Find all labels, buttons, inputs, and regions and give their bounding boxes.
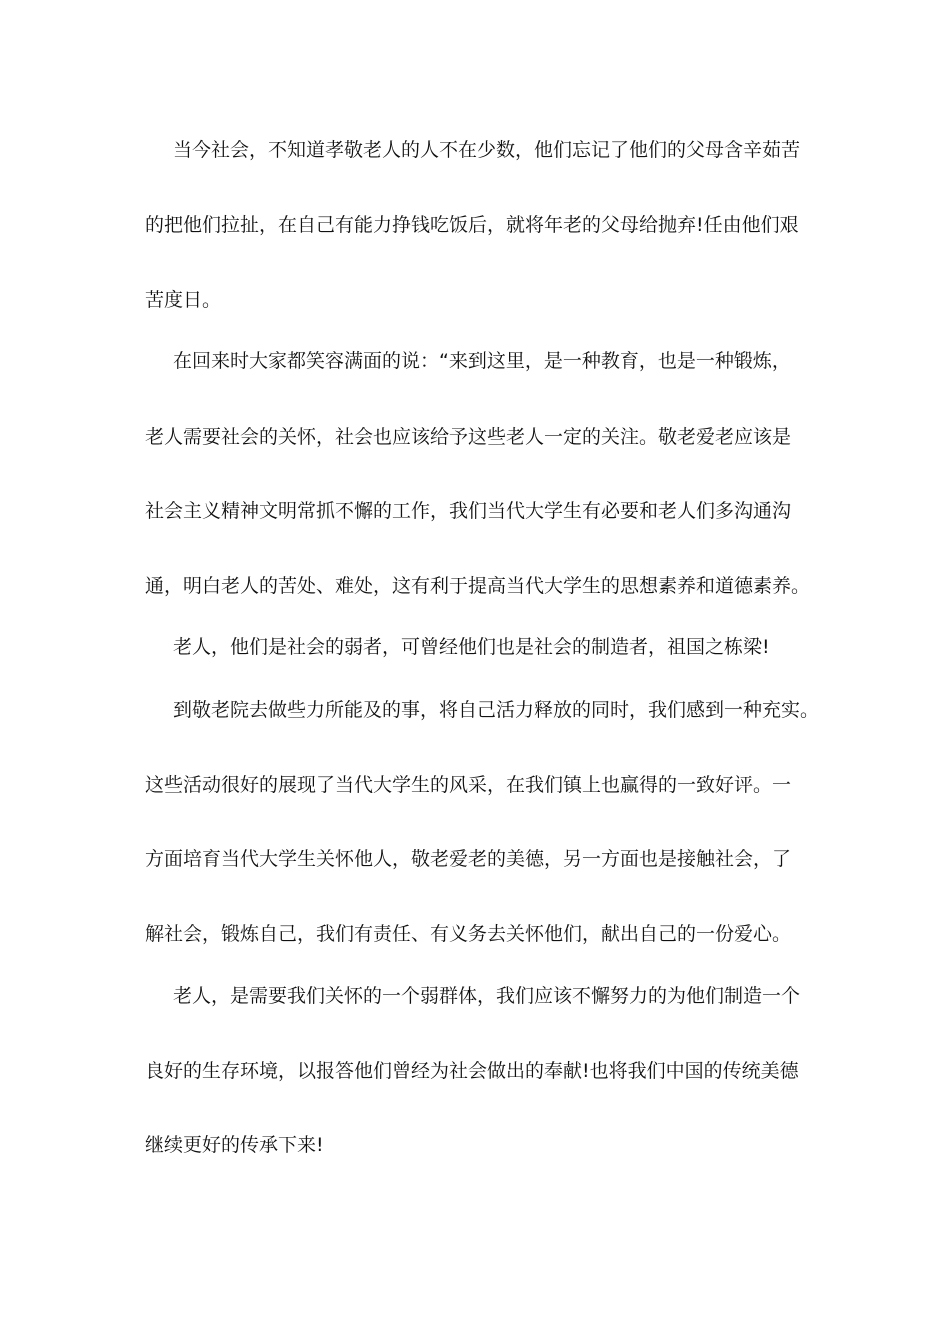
paragraph-1-line-3: 苦度日。 bbox=[145, 289, 222, 311]
paragraph-4-line-4: 解社会，锻炼自己，我们有责任、有义务去关怀他们，献出自己的一份爱心。 bbox=[145, 923, 792, 945]
paragraph-5-line-3: 继续更好的传承下来! bbox=[145, 1134, 324, 1156]
paragraph-4-line-2: 这些活动很好的展现了当代大学生的风采，在我们镇上也赢得的一致好评。一 bbox=[145, 774, 792, 796]
paragraph-4-line-3: 方面培育当代大学生关怀他人，敬老爱老的美德，另一方面也是接触社会，了 bbox=[145, 848, 792, 870]
paragraph-2-line-3: 社会主义精神文明常抓不懈的工作，我们当代大学生有必要和老人们多沟通沟 bbox=[145, 500, 792, 522]
paragraph-2-line-2: 老人需要社会的关怀，社会也应该给予这些老人一定的关注。敬老爱老应该是 bbox=[145, 426, 792, 448]
paragraph-2-line-1: 在回来时大家都笑容满面的说：“来到这里，是一种教育，也是一种锻炼， bbox=[173, 350, 791, 372]
paragraph-1-line-2: 的把他们拉扯，在自己有能力挣钱吃饭后，就将年老的父母给抛弃!任由他们艰 bbox=[145, 214, 799, 236]
paragraph-2-line-4: 通，明白老人的苦处、难处，这有利于提高当代大学生的思想素养和道德素养。 bbox=[145, 575, 811, 597]
paragraph-3-line-1: 老人，他们是社会的弱者，可曾经他们也是社会的制造者，祖国之栋梁! bbox=[173, 636, 770, 658]
paragraph-5-line-2: 良好的生存环境，以报答他们曾经为社会做出的奉献!也将我们中国的传统美德 bbox=[145, 1060, 799, 1082]
paragraph-4-line-1: 到敬老院去做些力所能及的事，将自己活力释放的同时，我们感到一种充实。 bbox=[173, 699, 820, 721]
paragraph-1-line-1: 当今社会，不知道孝敬老人的人不在少数，他们忘记了他们的父母含辛茹苦 bbox=[173, 139, 801, 161]
paragraph-5-line-1: 老人，是需要我们关怀的一个弱群体，我们应该不懈努力的为他们制造一个 bbox=[173, 985, 801, 1007]
